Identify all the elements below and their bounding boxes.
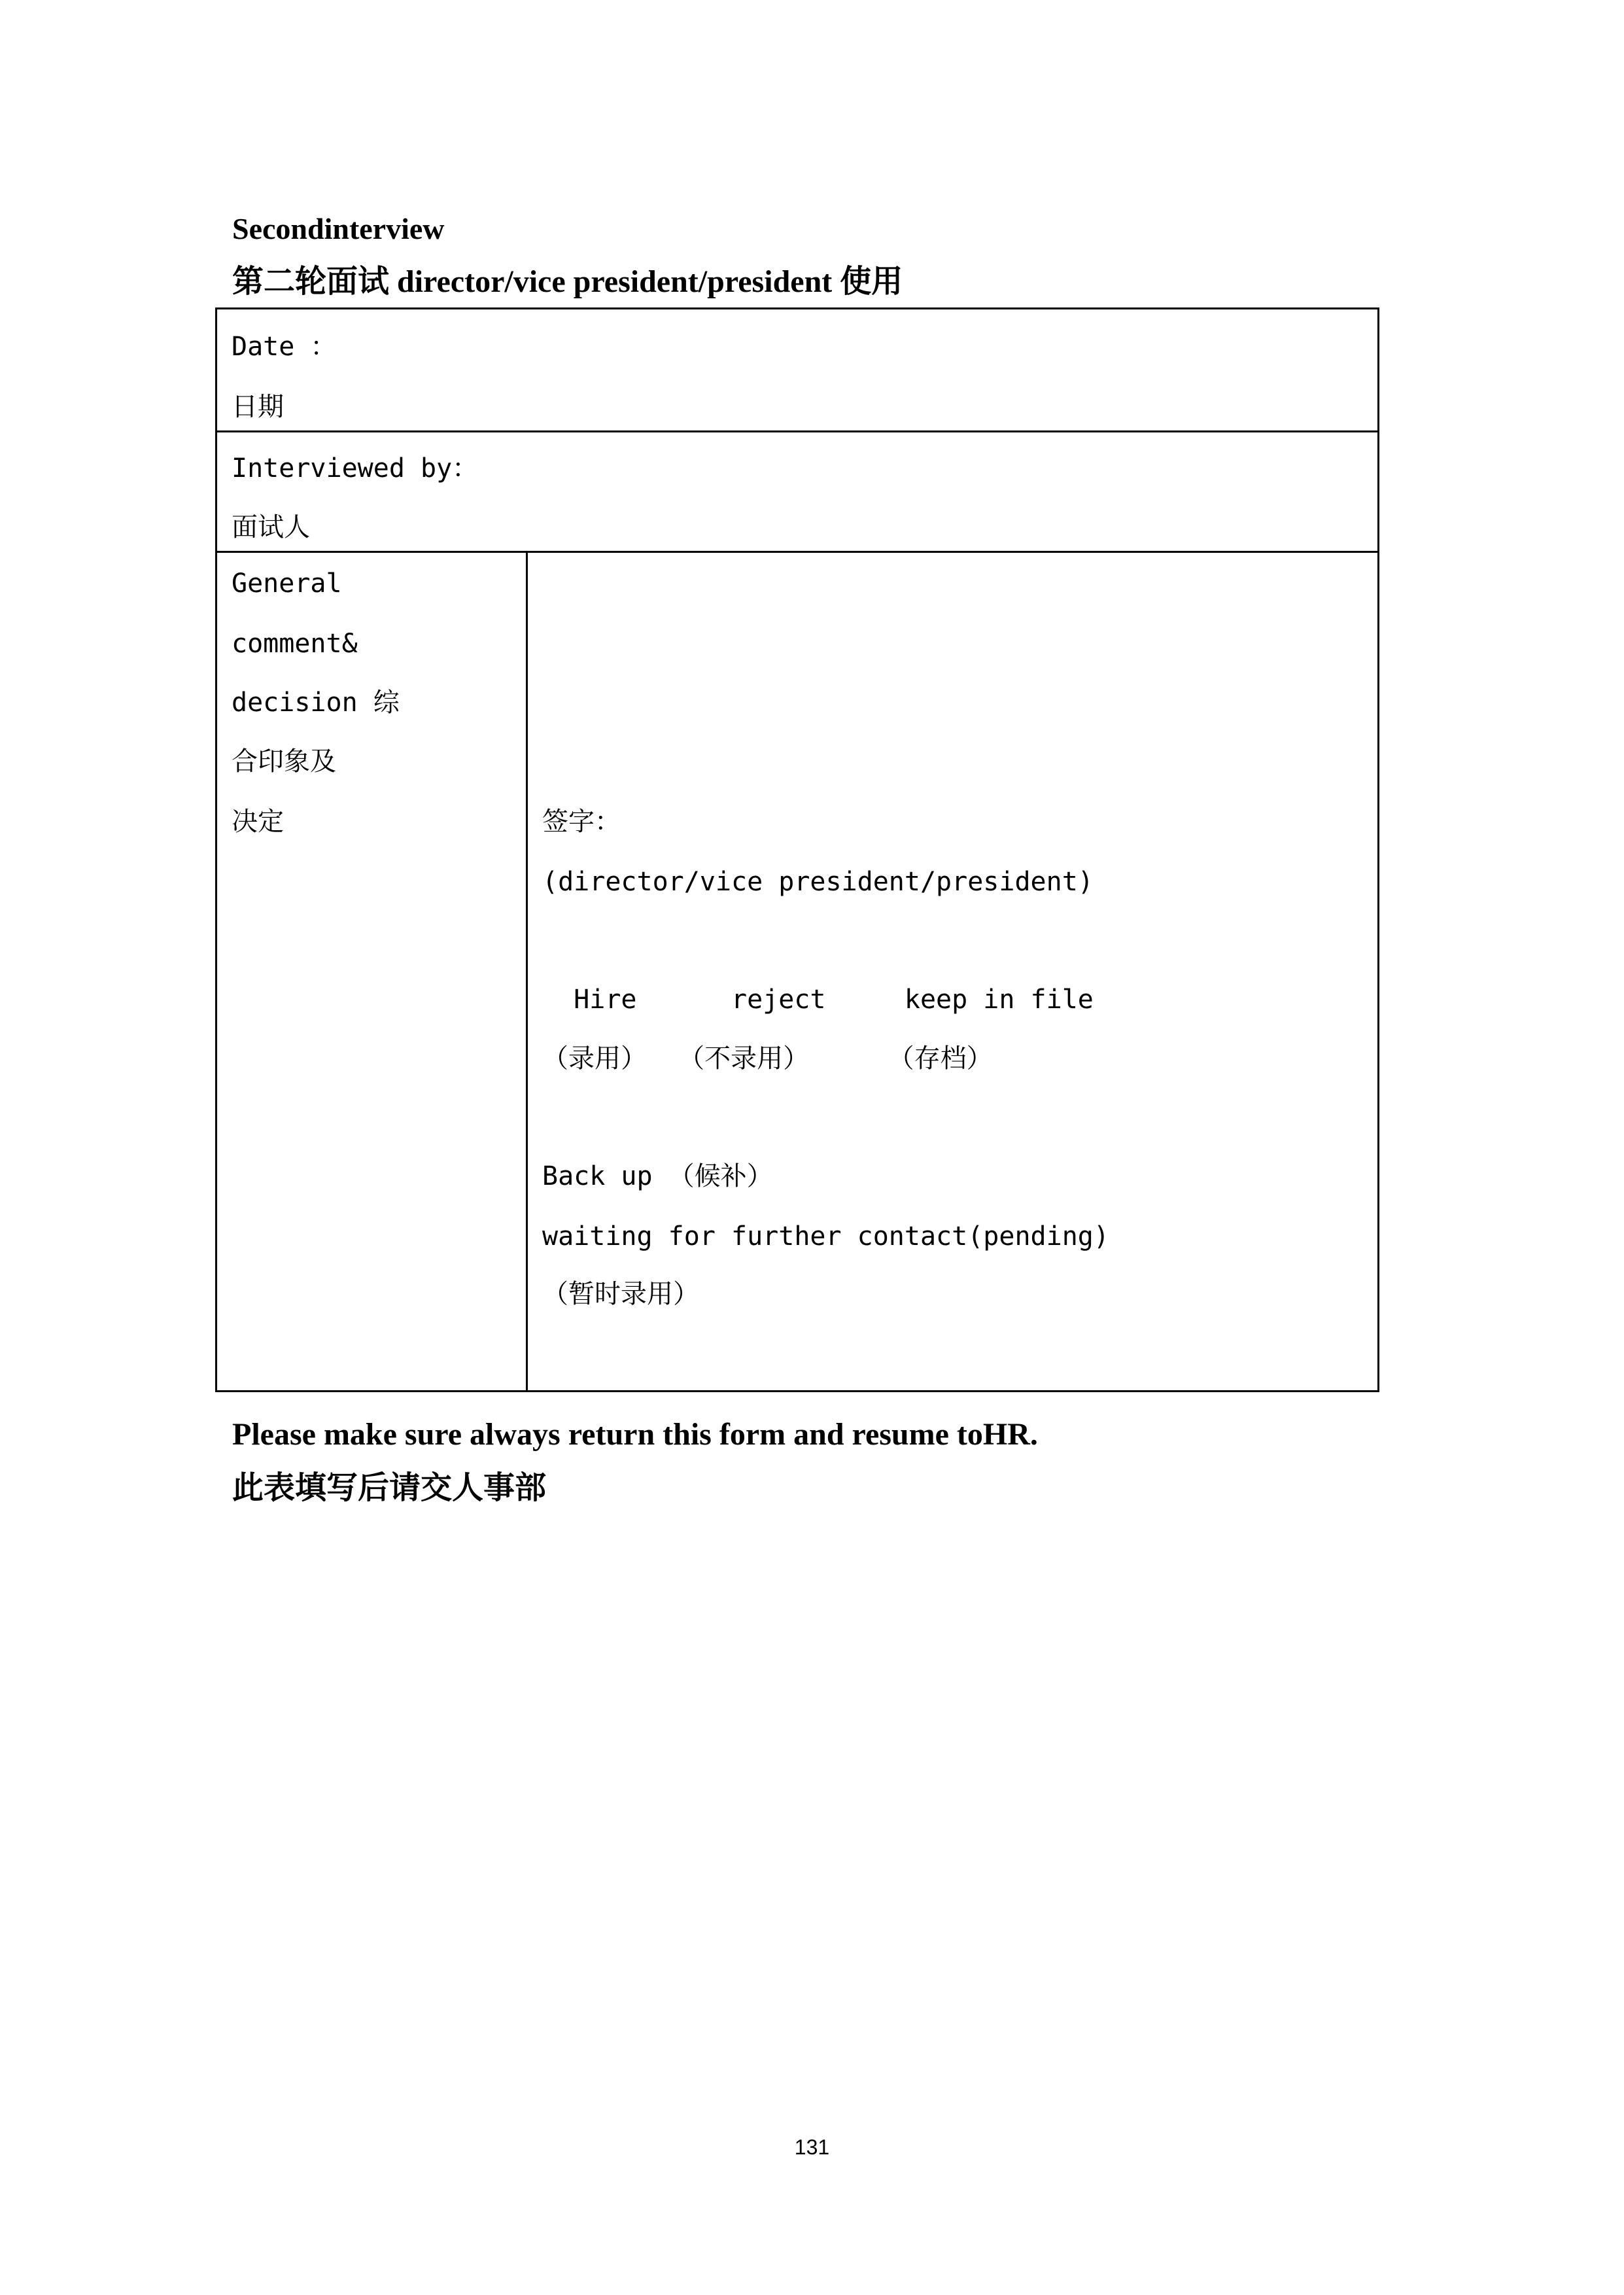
comment-decision-row: [217, 553, 1377, 1390]
decision-options-en[interactable]: Hire reject keep in file: [542, 985, 1094, 1015]
date-row[interactable]: [217, 309, 1377, 432]
signature-roles: (director/vice president/president): [542, 867, 1094, 897]
decision-options-cn: （录用） （不录用） （存档）: [542, 1043, 993, 1074]
date-label-en: Date ：: [232, 332, 337, 362]
footer-note-cn: 此表填写后请交人事部: [232, 1471, 547, 1505]
comment-label-line-1: General: [232, 569, 342, 599]
interview-form-table: [215, 307, 1379, 1392]
interviewer-label-cn: 面试人: [232, 512, 310, 542]
form-heading-cn: 第二轮面试 director/vice president/president 使用: [232, 264, 903, 299]
comment-label-cell: [217, 553, 528, 1390]
page-number: 131: [794, 2135, 830, 2159]
pending-option-cn: （暂时录用）: [542, 1279, 699, 1309]
footer-note-en: Please make sure always return this form and resume toHR.: [232, 1417, 1038, 1452]
backup-option[interactable]: Back up （候补）: [542, 1161, 773, 1191]
comment-label-line-2: comment&: [232, 629, 358, 659]
comment-content-cell[interactable]: [528, 553, 1377, 1390]
comment-label-line-5: 决定: [232, 807, 284, 837]
form-heading-en: Secondinterview: [232, 212, 445, 245]
date-label-cn: 日期: [232, 392, 284, 422]
comment-label-line-3: decision 综: [232, 688, 400, 718]
signature-label: 签字：: [542, 807, 621, 837]
comment-label-line-4: 合印象及: [232, 746, 336, 777]
pending-option-en[interactable]: waiting for further contact(pending): [542, 1221, 1109, 1252]
interviewer-label-en: Interviewed by：: [232, 453, 479, 483]
interviewer-row[interactable]: [217, 432, 1377, 553]
